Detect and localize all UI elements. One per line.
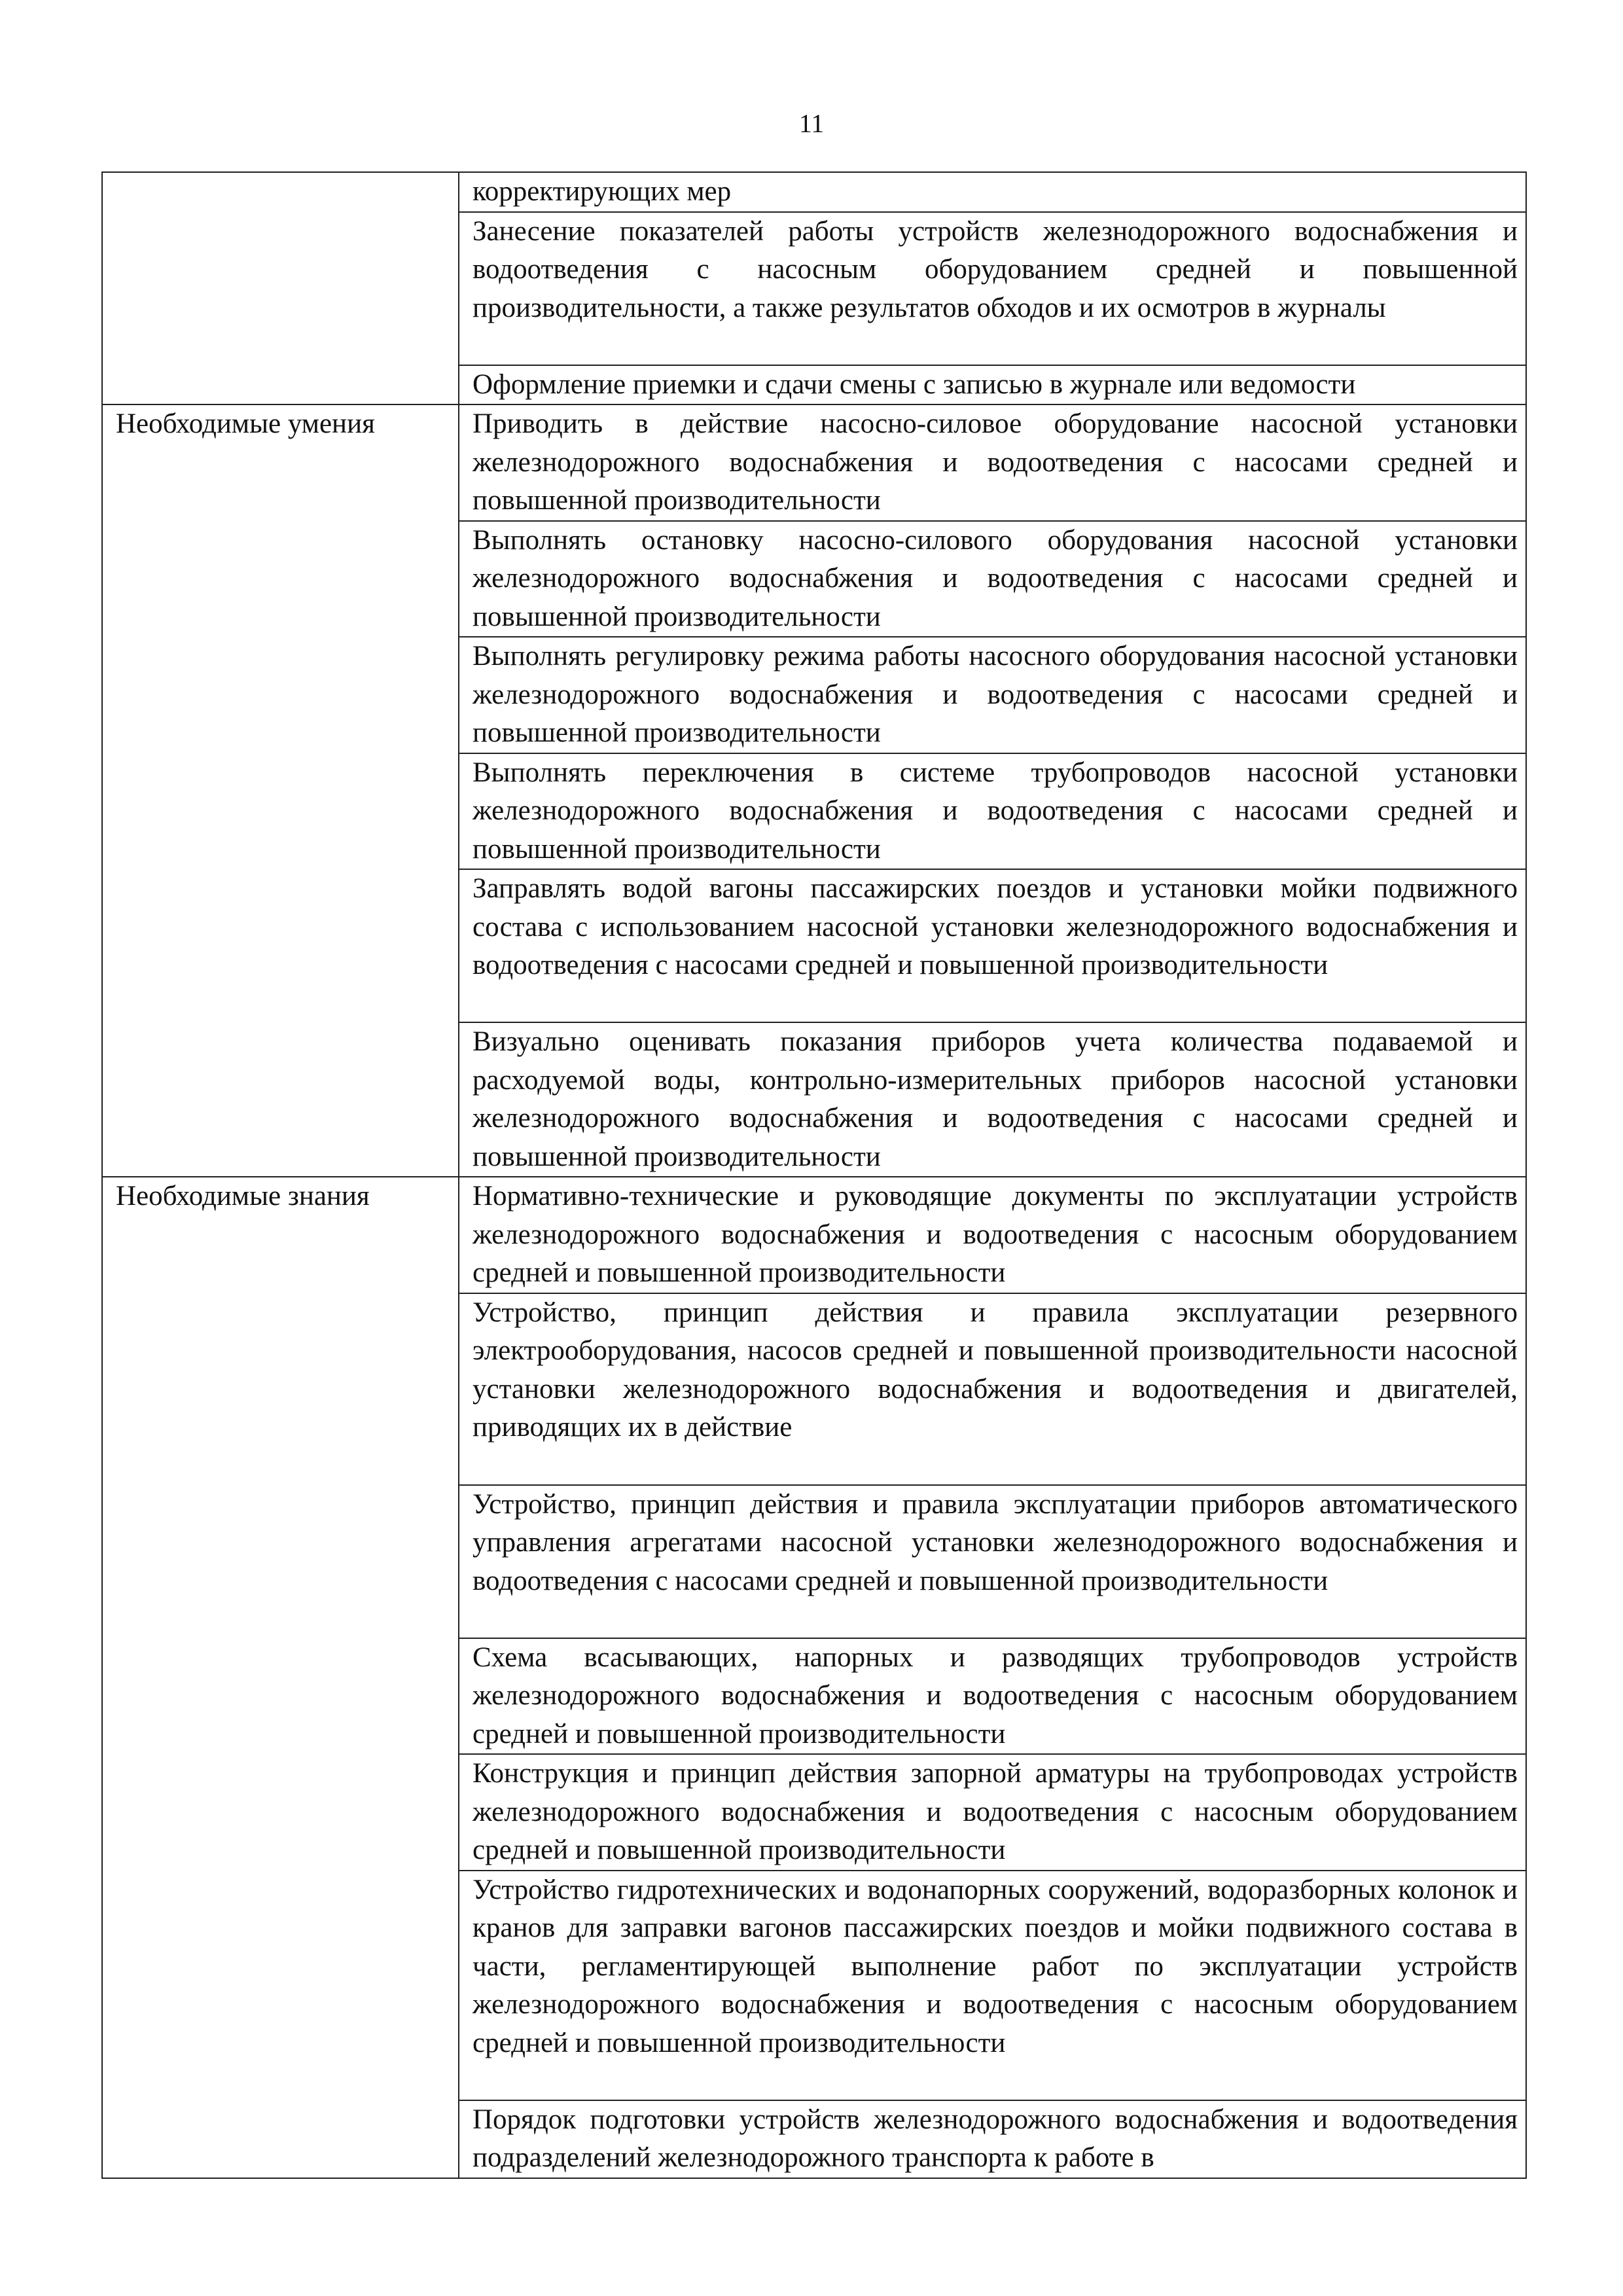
table-row — [102, 172, 1526, 212]
table-cell-text: Выполнять остановку насосно-силового оборудования насосной установки железнодорожного водоснабжения и водоотведения с насосами средней и повышенной производительности — [459, 521, 1526, 637]
table-cell-text: Конструкция и принцип действия запорной арматуры на трубопроводах устройств железнодорожного водоснабжения и водоотведения с насосным оборудованием средней и повышенной производительности — [459, 1754, 1526, 1871]
table-cell-text: Выполнять переключения в системе трубопроводов насосной установки железнодорожного водоснабжения и водоотведения с насосами средней и повышенной производительности — [459, 753, 1526, 870]
table-cell-text: корректирующих мер — [459, 172, 1526, 212]
competency-table — [101, 171, 1527, 2179]
table-cell-text: Устройство, принцип действия и правила эксплуатации резервного электрооборудования, насосов средней и повышенной производительности насосной установки железнодорожного водоснабжения и водоотведения и двигателей, приводящих их в действие — [459, 1293, 1526, 1485]
table-cell-text: Нормативно-технические и руководящие документы по эксплуатации устройств железнодорожного водоснабжения и водоотведения с насосным оборудованием средней и повышенной производительности — [459, 1177, 1526, 1293]
table-cell-text: Порядок подготовки устройств железнодорожного водоснабжения и водоотведения подразделений железнодорожного транспорта к работе в — [459, 2100, 1526, 2178]
table-cell-text: Занесение показателей работы устройств железнодорожного водоснабжения и водоотведения с насосным оборудованием средней и повышенной производительности, а также результатов обходов и их осмотров в журналы — [459, 212, 1526, 365]
table-row — [102, 1177, 1526, 1293]
table-cell-text: Устройство, принцип действия и правила эксплуатации приборов автоматического управления агрегатами насосной установки железнодорожного водоснабжения и водоотведения с насосами средней и повышенной производительности — [459, 1485, 1526, 1638]
section-label-skills: Необходимые умения — [102, 404, 459, 1177]
table-cell-text: Визуально оценивать показания приборов учета количества подаваемой и расходуемой воды, контрольно-измерительных приборов насосной установки железнодорожного водоснабжения и водоотведения с насосами средней и повышенной производительности — [459, 1022, 1526, 1177]
table-cell-text: Заправлять водой вагоны пассажирских поездов и установки мойки подвижного состава с использованием насосной установки железнодорожного водоснабжения и водоотведения с насосами средней и повышенной производительности — [459, 869, 1526, 1022]
page-number: 11 — [798, 109, 825, 138]
table-cell-text: Схема всасывающих, напорных и разводящих трубопроводов устройств железнодорожного водоснабжения и водоотведения с насосным оборудованием средней и повышенной производительности — [459, 1638, 1526, 1755]
table-cell-text: Приводить в действие насосно-силовое оборудование насосной установки железнодорожного водоснабжения и водоотведения с насосами средней и повышенной производительности — [459, 404, 1526, 521]
section-label-knowledge: Необходимые знания — [102, 1177, 459, 2178]
table-cell-text: Устройство гидротехнических и водонапорных сооружений, водоразборных колонок и кранов для заправки вагонов пассажирских поездов и мойки подвижного состава в части, регламентирующей выполнение работ по эксплуатации устройств железнодорожного водоснабжения и водоотведения с насосным оборудованием средней и повышенной производительности — [459, 1871, 1526, 2100]
table-cell-text: Выполнять регулировку режима работы насосного оборудования насосной установки железнодорожного водоснабжения и водоотведения с насосами средней и повышенной производительности — [459, 637, 1526, 753]
section-label-continuation — [102, 172, 459, 404]
table-cell-text: Оформление приемки и сдачи смены с записью в журнале или ведомости — [459, 365, 1526, 405]
table-row — [102, 404, 1526, 521]
